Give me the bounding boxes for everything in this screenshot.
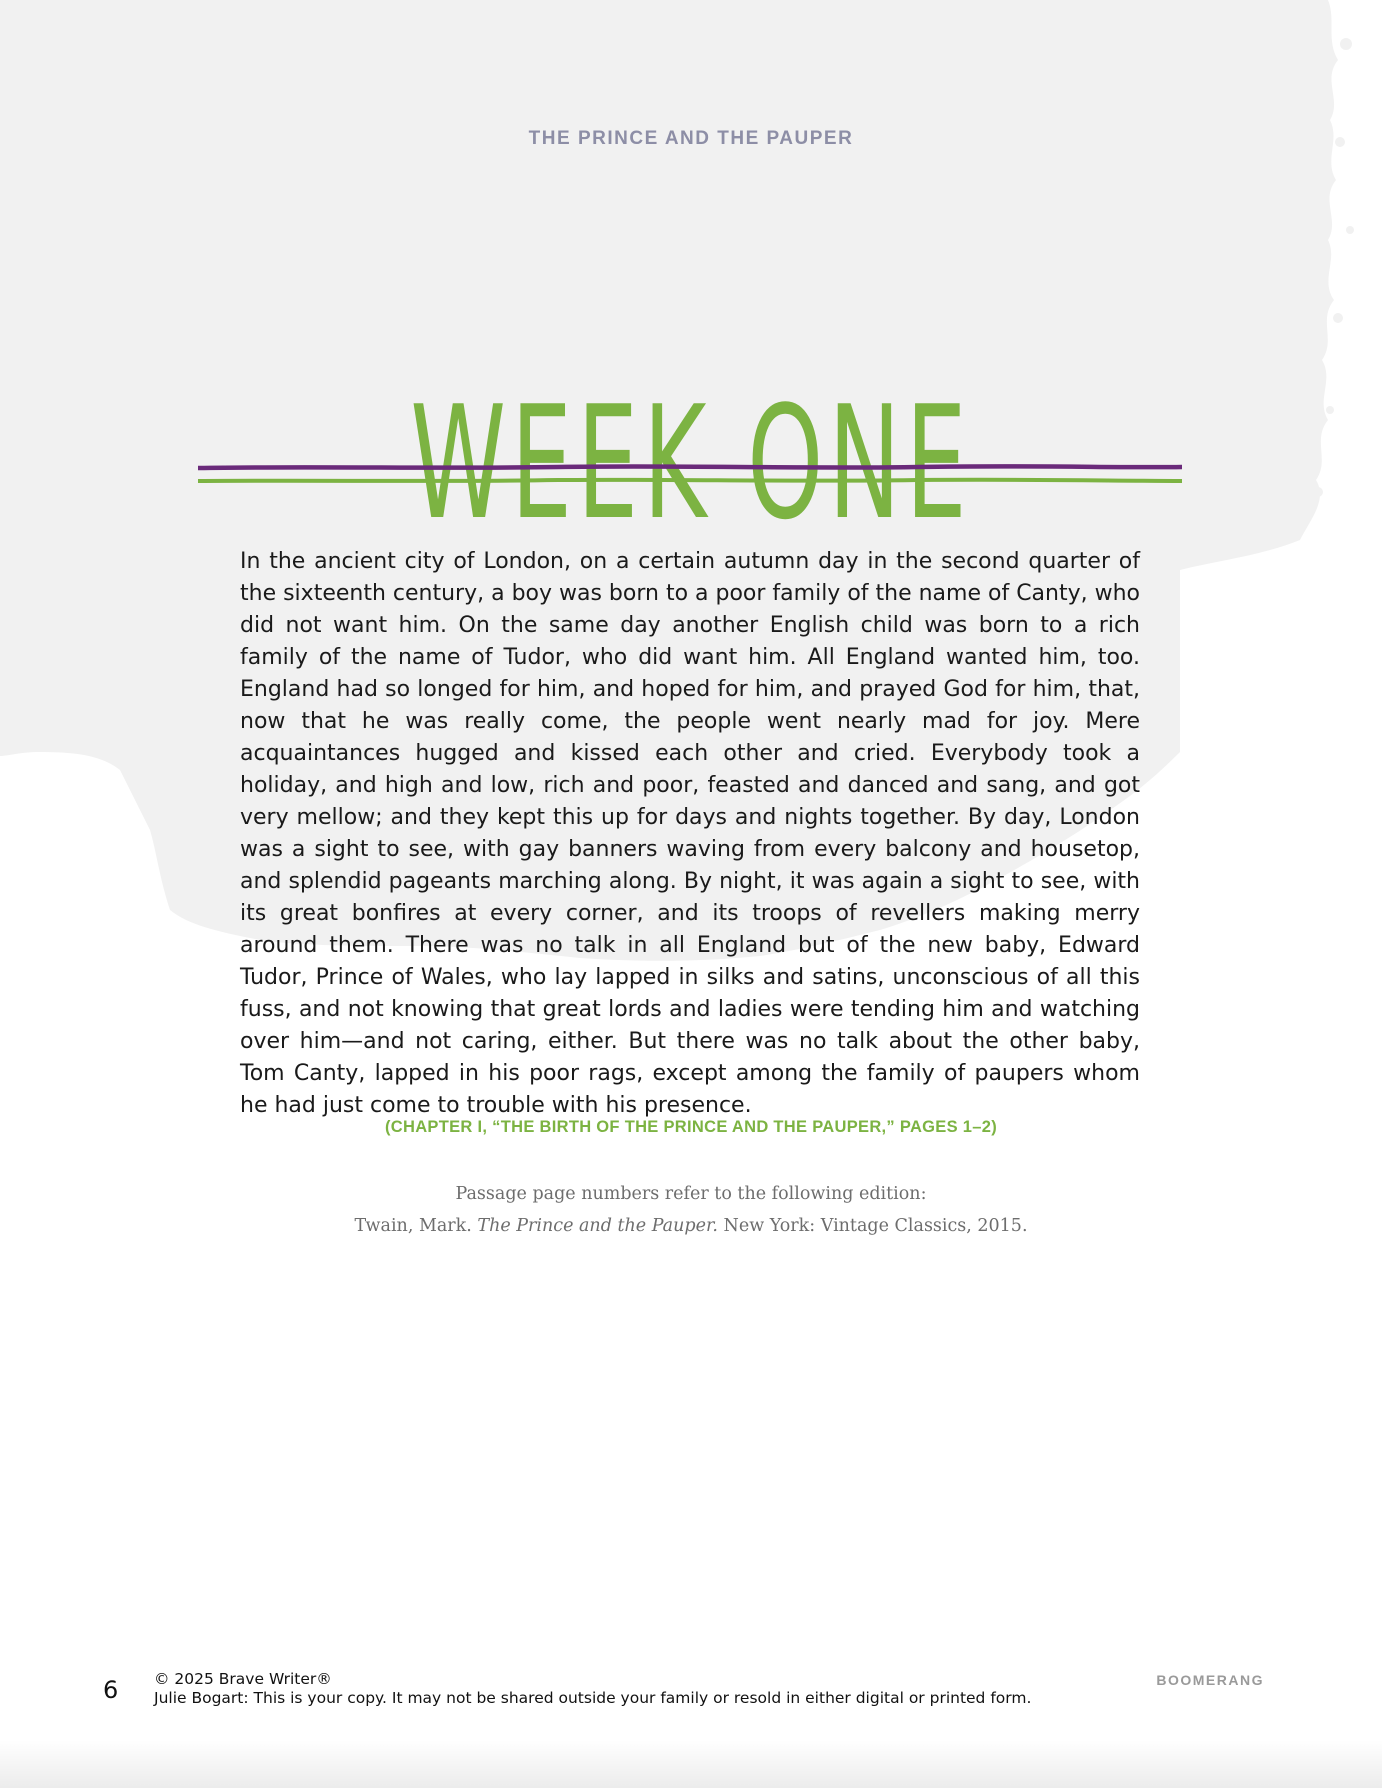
purple-rule [198, 466, 1182, 468]
running-header: THE PRINCE AND THE PAUPER [528, 128, 854, 149]
license-notice: Julie Bogart: This is your copy. It may not be shared outside your family or resold in either digital or printed form. [154, 1689, 1032, 1707]
edition-publisher: New York: Vintage Classics, 2015. [723, 1216, 1028, 1236]
edition-reference [0, 1210, 1382, 1242]
edition-book-title: The Prince and the Pauper. [477, 1216, 718, 1236]
page-title: WEEK ONE [410, 371, 972, 554]
page-number: 6 [103, 1676, 119, 1704]
copyright-line: © 2025 Brave Writer® [154, 1670, 332, 1688]
title-divider-rules [198, 456, 1182, 486]
edition-author: Twain, Mark. [354, 1216, 472, 1236]
passage-citation: (CHAPTER I, “THE BIRTH OF THE PRINCE AND THE PAUPER,” PAGES 1–2) [384, 1118, 998, 1136]
edition-note [0, 1178, 1382, 1242]
green-rule [198, 480, 1182, 481]
page-bottom-shade [0, 1740, 1382, 1788]
edition-note-line1: Passage page numbers refer to the following edition: [455, 1184, 927, 1204]
brand-logo-text: BOOMERANG [1156, 1672, 1264, 1688]
passage-text: In the ancient city of London, on a certain autumn day in the second quarter of the sixteenth century, a boy was born to a poor family of the name of Canty, who did not want him. On the same day another English child was born to a rich family of the name of Tudor, who did want him. All England wanted him, too. England had so longed for him, and hoped for him, and prayed God for him, that, now that he was really come, the people went nearly mad for joy. Mere acquaintances hugged and kissed each other and cried. Everybody took a holiday, and high and low, rich and poor, feasted and danced and sang, and got very mellow; and they kept this up for days and nights together. By day, London was a sight to see, with gay banners waving from every balcony and housetop, and splendid pageants marching along. By night, it was again a sight to see, with its great bonfires at every corner, and its troops of revellers making merry around them. There was no talk in all England but of the new baby, Edward Tudor, Prince of Wales, who lay lapped in silks and satins, unconscious of all this fuss, and not knowing that great lords and ladies were tending him and watching over him—and not caring, either. But there was no talk about the other baby, Tom Canty, lapped in his poor rags, except among the family of paupers whom he had just come to trouble with his presence. [240, 549, 1141, 1118]
footer-copyright-block [154, 1670, 1031, 1708]
